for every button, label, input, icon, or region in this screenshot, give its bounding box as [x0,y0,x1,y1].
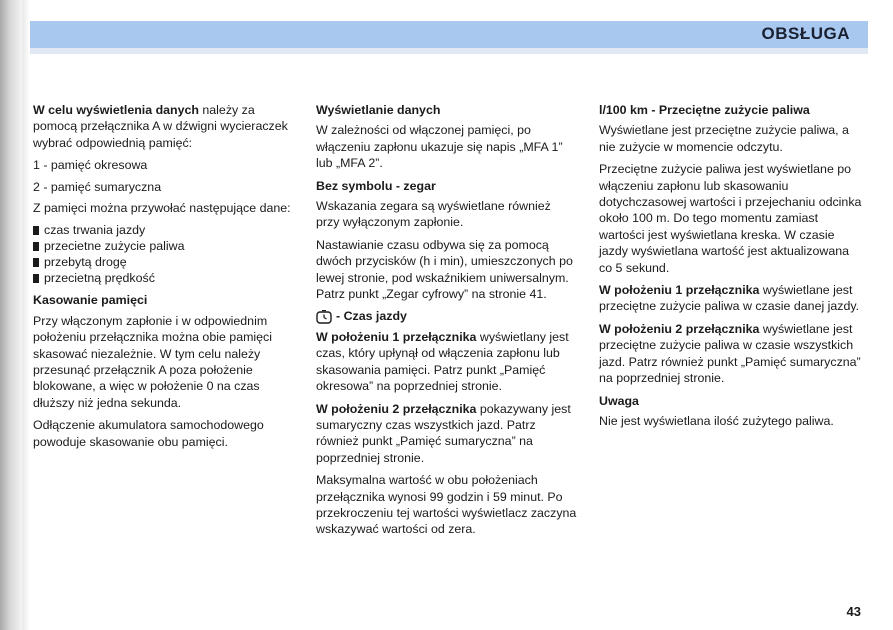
memory-option-1: 1 - pamięć okresowa [33,158,148,173]
reset-heading: Kasowanie pamięci [33,293,148,308]
display-heading: Wyświetlanie danych [316,103,441,117]
fuel-heading: l/100 km - Przeciętne zużycie paliwa [599,103,810,117]
bullet-item: przecietne zużycie paliwa [33,238,293,254]
driving-time-heading [316,308,577,324]
bullet-item: czas trwania jazdy [33,222,293,238]
intro-paragraph [33,102,293,151]
fuel-paragraph-1: Wyświetlane jest przeciętne zużycie paliwa, a nie zużycie w momencie odczytu. [599,123,849,154]
column-middle [316,102,577,544]
note-paragraph: Nie jest wyświetlana ilość zużytego paliwa. [599,413,834,428]
time-position-1-paragraph: W położeniu 1 przełącznika wyświetlany jest czas, który upłynął od włączenia zapłonu lub skasowania pamięci. Patrz punkt „Pamięć okresowa” na poprzedniej stronie. [316,329,569,394]
fuel-position-1-paragraph: W położeniu 1 przełącznika wyświetlane jest przeciętne zużycie paliwa w czasie danej jazdy. [599,283,860,314]
column-left [33,102,293,456]
battery-paragraph: Odłączenie akumulatora samochodowego powoduje skasowanie obu pamięci. [33,418,264,449]
page-binding-edge [0,0,22,630]
page-binding-shadow [22,0,30,630]
page-number: 43 [846,604,861,619]
square-bullet-icon [33,258,39,267]
section-title: OBSŁUGA [761,24,850,43]
section-header-band [30,21,868,48]
square-bullet-icon [33,274,39,283]
driving-time-heading-text: - Czas jazdy [336,309,407,324]
reset-paragraph: Przy włączonym zapłonie i w odpowiednim położeniu przełącznika można obie pamięci skasować niezależnie. W tym celu należy przesunąć przełącznik A poza położenie blokowane, a więc w położenie 0 na czas dłuższy niż jedna sekunda. [33,313,272,410]
note-heading: Uwaga [599,393,639,408]
square-bullet-icon [33,242,39,251]
bullet-item: przecietną prędkość [33,270,293,286]
intro-text: należy za pomocą przełącznika A w dźwigni wycieraczek wybrać odpowiednią pamięć: [33,103,288,150]
square-bullet-icon [33,226,39,235]
recall-paragraph: Z pamięci można przywołać następujące dane: [33,201,291,216]
memory-option-2: 2 - pamięć sumaryczna [33,179,162,194]
stopwatch-icon [316,310,332,324]
header-underband [30,48,868,54]
clock-paragraph-1: Wskazania zegara są wyświetlane również przy wyłączonym zapłonie. [316,199,551,230]
clock-paragraph-2: Nastawianie czasu odbywa się za pomocą dwóch przycisków (h i min), umieszczonych po lewej stronie, pod wskaźnikiem uniwersalnym. Patrz punkt „Zegar cyfrowy” na stronie 41. [316,237,573,302]
clock-heading: Bez symbolu - zegar [316,178,436,193]
bullet-item: przebytą drogę [33,254,293,270]
fuel-position-2-paragraph: W położeniu 2 przełącznika wyświetlane jest przeciętne zużycie paliwa w czasie wszystkich jazd. Patrz również punkt „Pamięć sumaryczna” na poprzedniej stronie. [599,321,861,386]
time-position-2-paragraph: W położeniu 2 przełącznika pokazywany jest sumaryczny czas wszystkich jazd. Patrz również punkt „Pamięć sumaryczna” na poprzedniej stronie. [316,401,571,465]
display-paragraph: W zależności od włączonej pamięci, po włączeniu zapłonu ukazuje się napis „MFA 1” lub „MFA 2”. [316,123,563,171]
max-value-paragraph: Maksymalna wartość w obu położeniach przełącznika wynosi 99 godzin i 59 minut. Po przekroczeniu tej wartości wyświetlacz zaczyna wskazywać wartości od zera. [316,473,577,537]
column-right [599,102,862,435]
intro-lead: W celu wyświetlenia danych [33,103,199,117]
fuel-paragraph-2: Przeciętne zużycie paliwa jest wyświetlane po włączeniu zapłonu lub skasowaniu dotychczasowej wartości i przejechaniu odcinka około 100 m. Do tego momentu zamiast wartości jest wyświetlana kreska. W czasie jazdy wyświetlana wartość jest aktualizowana co 5 sekund. [599,162,862,275]
data-bullet-list [33,222,293,286]
